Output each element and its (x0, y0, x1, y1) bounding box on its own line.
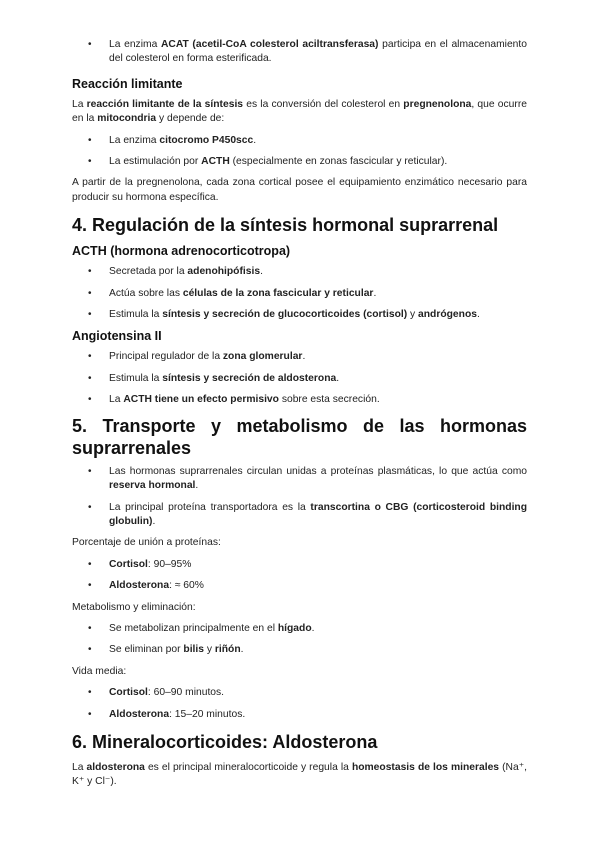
transporte-list (72, 465, 527, 530)
label-vida-media: Vida media: (72, 665, 127, 677)
list-item: • Estimula la síntesis y secreción de aldosterona. (72, 372, 527, 386)
list-item: • Actúa sobre las células de la zona fascicular y reticular. (72, 287, 527, 301)
subheading-angiotensina: Angiotensina II (72, 329, 162, 344)
list-item: • Aldosterona: 15–20 minutos. (72, 708, 527, 722)
section-title-4: 4. Regulación de la síntesis hormonal suprarrenal (72, 215, 499, 236)
list-item: • La principal proteína transportadora es la transcortina o CBG (corticosteroid binding globulin). (72, 501, 527, 530)
list-item: • Se eliminan por bilis y riñón. (72, 643, 527, 657)
list-item: • La estimulación por ACTH (especialmente en zonas fascicular y reticular). (72, 155, 527, 169)
list-item: • Se metabolizan principalmente en el hígado. (72, 622, 527, 636)
subheading-acth: ACTH (hormona adrenocorticotropa) (72, 244, 291, 259)
list-item: • La enzima citocromo P450scc. (72, 134, 527, 148)
paragraph-reaccion: La reacción limitante de la síntesis es la conversión del colesterol en pregnenolona, que ocurre en la mitocondria y depende de: (72, 98, 527, 125)
section-title-5: 5. Transporte y metabolismo de las hormonas suprarrenales (72, 415, 527, 458)
angiotensina-list (72, 350, 527, 407)
list-item: • Las hormonas suprarrenales circulan unidas a proteínas plasmáticas, lo que actúa como reserva hormonal. (72, 465, 527, 494)
list-item: • Principal regulador de la zona glomerular. (72, 350, 527, 364)
list-item: • La enzima ACAT (acetil-CoA colesterol aciltransferasa) participa en el almacenamiento del colesterol en forma esterificada. (72, 38, 527, 67)
label-metabolismo: Metabolismo y eliminación: (72, 601, 196, 613)
union-list (72, 558, 527, 594)
list-item: • Secretada por la adenohipófisis. (72, 265, 527, 279)
paragraph-pregnenolona: A partir de la pregnenolona, cada zona cortical posee el equipamiento enzimático necesario para producir su hormona específica. (72, 177, 527, 203)
section-title-6: 6. Mineralocorticoides: Aldosterona (72, 731, 378, 752)
list-item: • Aldosterona: ≈ 60% (72, 579, 527, 593)
list-item: • La ACTH tiene un efecto permisivo sobre esta secreción. (72, 393, 527, 407)
reaccion-list (72, 134, 527, 170)
intro-list (72, 38, 527, 67)
document-content (72, 38, 527, 790)
list-item: • Estimula la síntesis y secreción de glucocorticoides (cortisol) y andrógenos. (72, 308, 527, 322)
list-item: • Cortisol: 60–90 minutos. (72, 686, 527, 700)
vida-media-list (72, 686, 527, 722)
section-heading-reaccion: Reacción limitante (72, 76, 183, 91)
acth-list (72, 265, 527, 322)
list-item: • Cortisol: 90–95% (72, 558, 527, 572)
paragraph-aldosterona: La aldosterona es el principal mineralocorticoide y regula la homeostasis de los minerales (Na⁺, K⁺ y Cl⁻). (72, 761, 527, 788)
metabolismo-list (72, 622, 527, 658)
label-union-proteinas: Porcentaje de unión a proteínas: (72, 537, 221, 549)
